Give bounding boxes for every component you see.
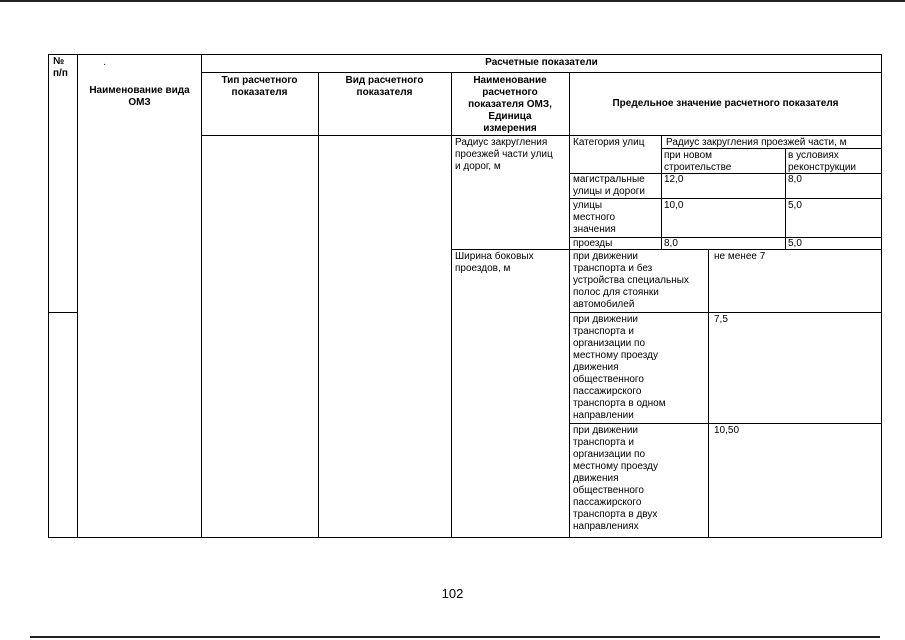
category-head: Категория улиц [573, 137, 645, 148]
side-value: 7,5 [714, 314, 728, 325]
radius-head: Радиус закругления проезжей части, м [666, 137, 847, 148]
side-condition: при движении транспорта и без устройства специальных полос для стоянки автомобилей [573, 251, 689, 310]
bottom-scan-edge [30, 636, 880, 638]
reconstruction-head: в условиях реконструкции [788, 150, 856, 173]
radius-row-new: 12,0 [664, 174, 684, 185]
header-kind: Вид расчетного показателя [345, 75, 424, 98]
page-number: 102 [441, 586, 464, 601]
side-condition: при движении транспорта и организации по местному проезду движения общественного пассажирского транспорта в одном направлении [573, 314, 666, 421]
side-value: не менее 7 [714, 251, 766, 262]
radius-row-new: 10,0 [664, 200, 684, 211]
radius-label: Радиус закругления проезжей части улиц и дорог, м [455, 137, 553, 172]
radius-row-category: улицы местного значения [573, 200, 616, 235]
side-passage-label: Ширина боковых проездов, м [455, 251, 534, 274]
radius-row-category: проезды [573, 238, 613, 249]
header-group: Расчетные показатели [485, 57, 598, 68]
side-condition: при движении транспорта и организации по местному проезду движения общественного пассажирского транспорта в двух направлениях [573, 425, 658, 532]
header-indicator: Наименование расчетного показателя ОМЗ, Единица измерения [468, 75, 552, 134]
radius-row-recon: 5,0 [788, 200, 802, 211]
header-dot: · [103, 59, 107, 70]
header-omz-name: Наименование вида ОМЗ [89, 85, 190, 108]
top-scan-edge [0, 0, 905, 2]
header-type: Тип расчетного показателя [221, 75, 298, 98]
header-number: № п/п [53, 56, 68, 79]
radius-row-recon: 8,0 [788, 174, 802, 185]
side-value: 10,50 [714, 425, 740, 436]
new-construction-head: при новом строительстве [664, 150, 732, 173]
header-limit: Предельное значение расчетного показателя [612, 98, 839, 109]
radius-row-recon: 5,0 [788, 238, 802, 249]
radius-row-category: магистральные улицы и дороги [573, 174, 646, 197]
radius-row-new: 8,0 [664, 238, 678, 249]
